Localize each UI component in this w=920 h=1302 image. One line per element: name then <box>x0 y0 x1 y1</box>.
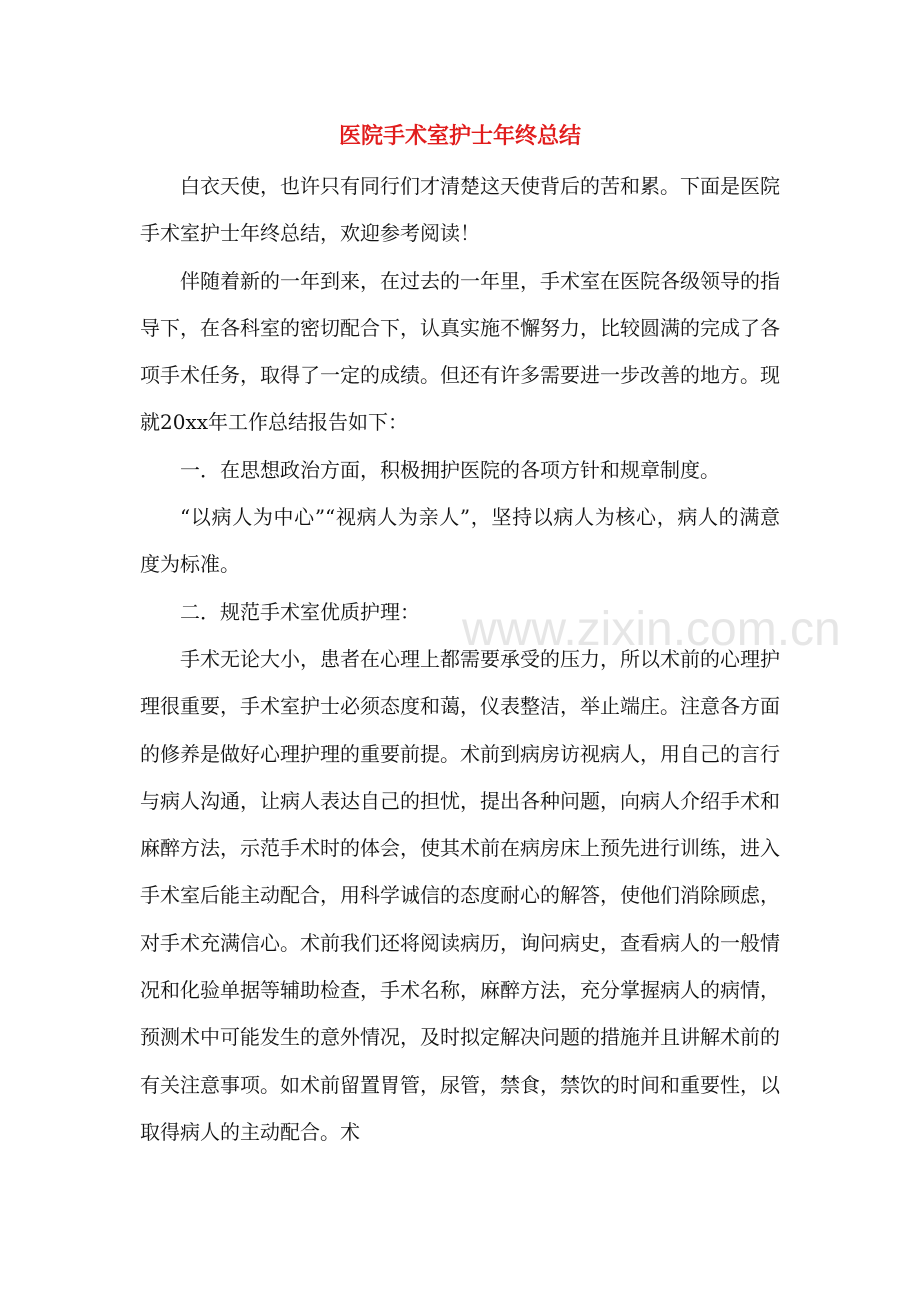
paragraph-preoperative-care: 手术无论大小，患者在心理上都需要承受的压力，所以术前的心理护理很重要，手术室护士必须态度和蔼，仪表整洁，举止端庄。注意各方面的修养是做好心理护理的重要前提。术前到病房访视病人，用自己的言行与病人沟通，让病人表达自己的担忧，提出各种问题，向病人介绍手术和麻醉方法，示范手术时的体会，使其术前在病房床上预先进行训练，进入手术室后能主动配合，用科学诚信的态度耐心的解答，使他们消除顾虑，对手术充满信心。术前我们还将阅读病历，询问病史，查看病人的一般情况和化验单据等辅助检查，手术名称，麻醉方法，充分掌握病人的病情，预测术中可能发生的意外情况，及时拟定解决问题的措施并且讲解术前的有关注意事项。如术前留置胃管，尿管，禁食，禁饮的时间和重要性，以取得病人的主动配合。术 <box>140 646 780 1144</box>
watermark: www.zixin.com.cn <box>462 603 841 656</box>
document-title: 医院手术室护士年终总结 <box>338 123 581 149</box>
paragraph-section-two: 二．规范手术室优质护理： <box>180 599 420 624</box>
paragraph-intro: 白衣天使，也许只有同行们才清楚这天使背后的苦和累。下面是医院手术室护士年终总结，欢迎参考阅读！ <box>140 174 780 246</box>
paragraph-overview: 伴随着新的一年到来，在过去的一年里，手术室在医院各级领导的指导下，在各科室的密切配合下，认真实施不懈努力，比较圆满的完成了各项手术任务，取得了一定的成绩。但还有许多需要进一步改善的地方。现就20xx年工作总结报告如下： <box>140 268 780 435</box>
paragraph-section-one: 一．在思想政治方面，积极拥护医院的各项方针和规章制度。 <box>180 457 720 482</box>
document-body <box>140 163 841 1156</box>
paragraph-patient-centered: “以病人为中心”“视病人为亲人”，坚持以病人为核心，病人的满意度为标准。 <box>140 505 780 577</box>
